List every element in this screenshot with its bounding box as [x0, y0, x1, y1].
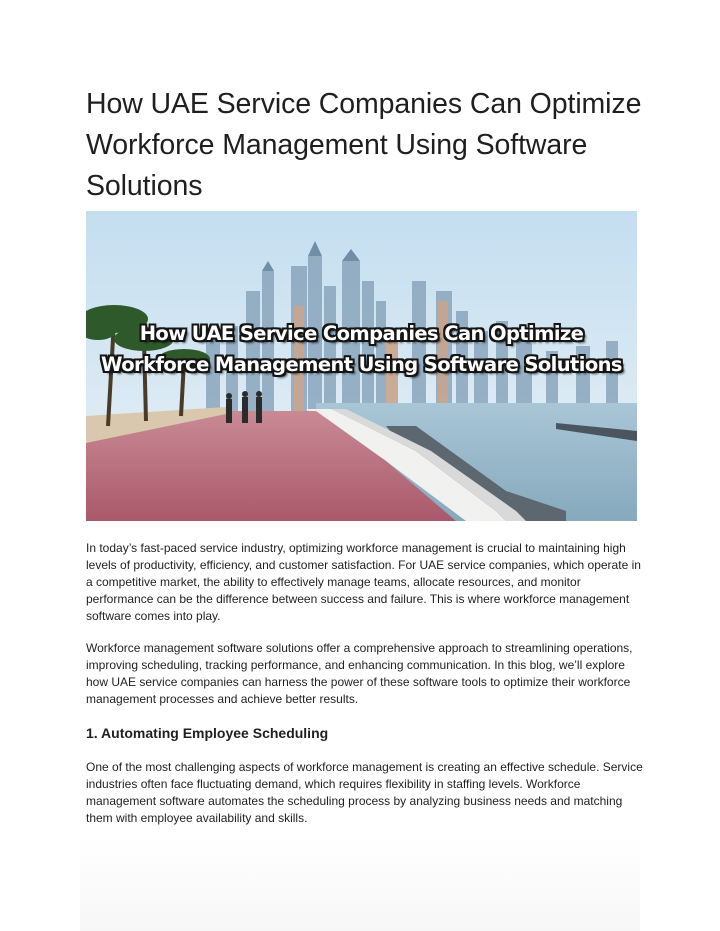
overview-paragraph: Workforce management software solutions offer a comprehensive approach to streamlining operations, improving scheduling, tracking performance, and enhancing communication. In this blog, we’ll explore how UAE service companies can harness the power of these software tools to optimize their workforce management processes and achieve better results. [86, 641, 633, 706]
section-paragraph: One of the most challenging aspects of workforce management is creating an effective schedule. Service industries often face fluctuating demand, which requires flexibility in staffing levels. Workforce management software automates the scheduling process by analyzing business needs and matching them with employee availability and skills. [86, 760, 643, 825]
hero-caption-line-1: How UAE Service Companies Can Optimize [139, 322, 584, 345]
page-bottom-shade [80, 836, 640, 931]
hero-image [86, 211, 637, 521]
hero-caption-line-2: Workforce Management Using Software Solutions [101, 353, 622, 376]
intro-paragraph: In today’s fast-paced service industry, optimizing workforce management is crucial to maintaining high levels of productivity, efficiency, and customer satisfaction. For UAE service companies, which operate in a competitive market, the ability to effectively manage teams, allocate resources, and monitor performance can be the difference between success and failure. This is where workforce management software comes into play. [86, 541, 641, 623]
page-title: How UAE Service Companies Can Optimize Workforce Management Using Software Solutions [86, 88, 642, 202]
section-heading: 1. Automating Employee Scheduling [86, 725, 329, 741]
